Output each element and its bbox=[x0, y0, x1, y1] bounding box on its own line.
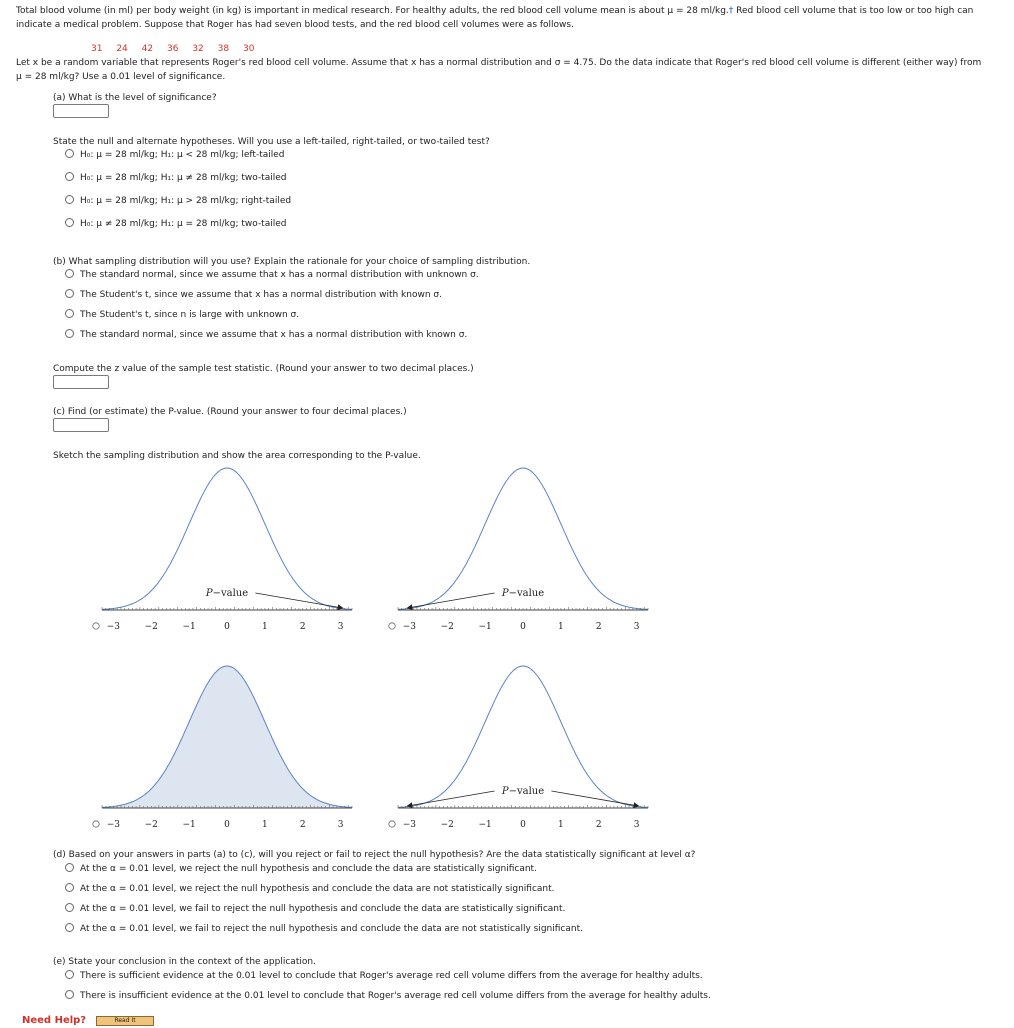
radio-button[interactable] bbox=[65, 863, 74, 872]
normal-curve-graph bbox=[86, 660, 366, 832]
part-a-question: (a) What is the level of significance? bbox=[53, 93, 217, 103]
tick-label: −2 bbox=[440, 622, 454, 632]
z-value-input[interactable] bbox=[53, 375, 109, 389]
graph-radio-icon[interactable] bbox=[93, 623, 99, 629]
radio-button[interactable] bbox=[65, 990, 74, 999]
tick-label: 2 bbox=[595, 622, 602, 632]
tick-label: −1 bbox=[182, 622, 196, 632]
tick-label: 0 bbox=[520, 622, 526, 632]
graph-option-two-tail[interactable] bbox=[382, 660, 662, 832]
graph-radio-icon[interactable] bbox=[93, 821, 99, 827]
tick-label: 2 bbox=[299, 820, 306, 830]
tick-label: 3 bbox=[337, 820, 344, 830]
p-value-label: P−value bbox=[205, 588, 249, 599]
graph-radio-icon[interactable] bbox=[389, 623, 395, 629]
data-value: 31 bbox=[91, 44, 103, 54]
p-value-label: P−value bbox=[501, 588, 545, 599]
data-value: 32 bbox=[192, 44, 204, 54]
footnote-dagger[interactable]: † bbox=[728, 6, 734, 16]
need-help-label: Need Help? bbox=[22, 1015, 87, 1026]
part-d-question: (d) Based on your answers in parts (a) to (c), will you reject or fail to reject the null hypothesis? Are the data statistically significant at level α? bbox=[53, 850, 696, 860]
z-value-question: Compute the z value of the sample test statistic. (Round your answer to two decimal places.) bbox=[53, 364, 474, 374]
distribution-option-3[interactable]: The Student's t, since n is large with unknown σ. bbox=[65, 308, 299, 322]
conclusion-option-3[interactable]: At the α = 0.01 level, we fail to reject the null hypothesis and conclude the data are statistically significant. bbox=[65, 902, 565, 916]
hypothesis-option-2[interactable]: H₀: μ = 28 ml/kg; H₁: μ ≠ 28 ml/kg; two-tailed bbox=[65, 171, 286, 185]
data-value: 36 bbox=[166, 44, 179, 54]
p-value-label: P−value bbox=[501, 786, 545, 797]
normal-curve-graph bbox=[382, 660, 662, 832]
tick-label: 3 bbox=[633, 820, 640, 830]
p-value-arrow bbox=[407, 791, 494, 806]
radio-button[interactable] bbox=[65, 329, 74, 338]
conclusion-option-1[interactable]: At the α = 0.01 level, we reject the null hypothesis and conclude the data are statistically significant. bbox=[65, 862, 537, 876]
tick-label: 3 bbox=[337, 622, 344, 632]
tick-label: 0 bbox=[224, 820, 230, 830]
tick-label: −3 bbox=[106, 622, 121, 632]
data-values bbox=[91, 42, 265, 56]
tick-label: −3 bbox=[106, 820, 121, 830]
tick-label: −2 bbox=[144, 820, 158, 830]
radio-button[interactable] bbox=[65, 883, 74, 892]
radio-button[interactable] bbox=[65, 149, 74, 158]
sketch-question: Sketch the sampling distribution and show the area corresponding to the P-value. bbox=[53, 451, 421, 461]
part-b-question: (b) What sampling distribution will you use? Explain the rationale for your choice of sampling distribution. bbox=[53, 257, 531, 267]
problem-statement: Let x be a random variable that represents Roger's red blood cell volume. Assume that x has a normal distribution and σ = 4.75. Do the data indicate that Roger's red blood cell volume is different (either way) from μ = 28 ml/kg? Use a 0.01 level of significance. bbox=[16, 58, 982, 82]
radio-button[interactable] bbox=[65, 218, 74, 227]
distribution-option-2[interactable]: The Student's t, since we assume that x has a normal distribution with known σ. bbox=[65, 288, 442, 302]
tick-label: −2 bbox=[440, 820, 454, 830]
distribution-option-4[interactable]: The standard normal, since we assume that x has a normal distribution with known σ. bbox=[65, 328, 467, 342]
p-value-arrow bbox=[255, 593, 342, 608]
graph-radio-icon[interactable] bbox=[389, 821, 395, 827]
p-value-arrow bbox=[407, 593, 494, 608]
tick-label: −1 bbox=[478, 820, 492, 830]
tick-label: −3 bbox=[402, 622, 417, 632]
shaded-area bbox=[102, 666, 352, 808]
radio-button[interactable] bbox=[65, 970, 74, 979]
tick-label: 1 bbox=[558, 622, 564, 632]
context-option-2[interactable]: There is insufficient evidence at the 0.01 level to conclude that Roger's average red cell volume differs from the average for healthy adults. bbox=[65, 989, 711, 1003]
data-value: 24 bbox=[116, 44, 128, 54]
radio-button[interactable] bbox=[65, 195, 74, 204]
data-value: 30 bbox=[242, 44, 255, 54]
distribution-option-1[interactable]: The standard normal, since we assume that x has a normal distribution with unknown σ. bbox=[65, 268, 479, 282]
context-option-1[interactable]: There is sufficient evidence at the 0.01 level to conclude that Roger's average red cell volume differs from the average for healthy adults. bbox=[65, 969, 703, 983]
p-value-input[interactable] bbox=[53, 418, 109, 432]
radio-button[interactable] bbox=[65, 172, 74, 181]
p-value-arrow bbox=[551, 791, 638, 806]
radio-button[interactable] bbox=[65, 923, 74, 932]
data-value: 38 bbox=[217, 44, 230, 54]
conclusion-option-4[interactable]: At the α = 0.01 level, we fail to reject the null hypothesis and conclude the data are not statistically significant. bbox=[65, 922, 583, 936]
tick-label: 2 bbox=[595, 820, 602, 830]
hypothesis-option-4[interactable]: H₀: μ ≠ 28 ml/kg; H₁: μ = 28 ml/kg; two-tailed bbox=[65, 217, 286, 231]
tick-label: 1 bbox=[262, 622, 268, 632]
hypotheses-question: State the null and alternate hypotheses. Will you use a left-tailed, right-tailed, or two-tailed test? bbox=[53, 137, 490, 147]
conclusion-option-2[interactable]: At the α = 0.01 level, we reject the null hypothesis and conclude the data are not statistically significant. bbox=[65, 882, 555, 896]
tick-label: 1 bbox=[262, 820, 268, 830]
part-c-question: (c) Find (or estimate) the P-value. (Round your answer to four decimal places.) bbox=[53, 407, 407, 417]
tick-label: −3 bbox=[402, 820, 417, 830]
tick-label: −1 bbox=[182, 820, 196, 830]
radio-button[interactable] bbox=[65, 903, 74, 912]
radio-button[interactable] bbox=[65, 309, 74, 318]
radio-button[interactable] bbox=[65, 269, 74, 278]
tick-label: −2 bbox=[144, 622, 158, 632]
tick-label: 0 bbox=[224, 622, 230, 632]
normal-curve-graph bbox=[382, 462, 662, 634]
radio-button[interactable] bbox=[65, 289, 74, 298]
part-e-question: (e) State your conclusion in the context of the application. bbox=[53, 957, 316, 967]
graph-option-right-tail[interactable] bbox=[86, 462, 366, 634]
tick-label: −1 bbox=[478, 622, 492, 632]
read-it-button[interactable]: Read It bbox=[96, 1016, 154, 1026]
normal-curve-graph bbox=[86, 462, 366, 634]
significance-level-input[interactable] bbox=[53, 104, 109, 118]
tick-label: 1 bbox=[558, 820, 564, 830]
hypothesis-option-3[interactable]: H₀: μ = 28 ml/kg; H₁: μ > 28 ml/kg; right-tailed bbox=[65, 194, 291, 208]
tick-label: 3 bbox=[633, 622, 640, 632]
problem-intro: Total blood volume (in ml) per body weight (in kg) is important in medical research. For healthy adults, the red blood cell volume mean is about μ = 28 ml/kg.† Red blood cell volume that is too low or too high can indicate a medical problem. Suppose that Roger has had seven blood tests, and the red blood cell volumes were as follows. bbox=[16, 6, 974, 30]
tick-label: 2 bbox=[299, 622, 306, 632]
graph-option-center-shaded[interactable] bbox=[86, 660, 366, 832]
hypothesis-option-1[interactable]: H₀: μ = 28 ml/kg; H₁: μ < 28 ml/kg; left-tailed bbox=[65, 148, 285, 162]
tick-label: 0 bbox=[520, 820, 526, 830]
data-value: 42 bbox=[141, 44, 154, 54]
graph-option-left-tail[interactable] bbox=[382, 462, 662, 634]
